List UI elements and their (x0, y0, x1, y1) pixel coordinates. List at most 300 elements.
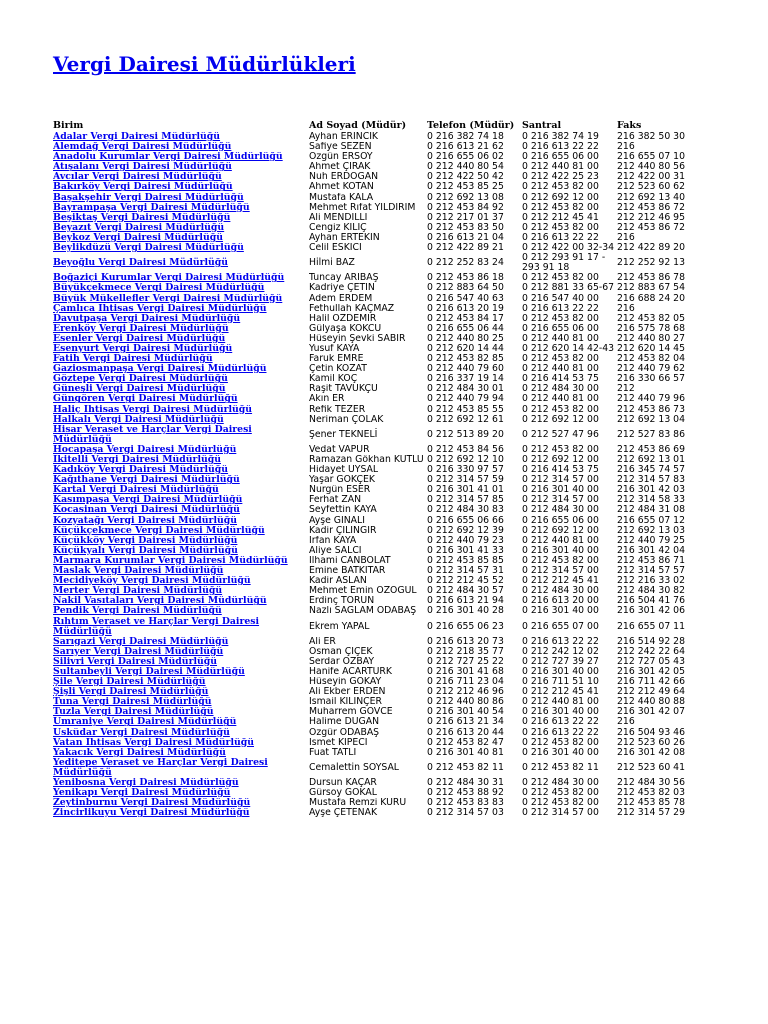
office-name-cell (53, 606, 309, 616)
fax-cell: 216 655 07 11 (617, 620, 686, 632)
director-phone-cell: 0 212 620 14 44 (427, 343, 504, 354)
director-name-cell: Ali MENDİLLİ (309, 212, 368, 223)
office-link[interactable]: Güneşli Vergi Dairesi Müdürlüğü (53, 384, 226, 395)
fax-cell: 212 440 79 25 (617, 535, 686, 546)
director-name-cell: İsmail KILINÇER (309, 697, 382, 708)
office-link[interactable]: Beyoğlu Vergi Dairesi Müdürlüğü (53, 257, 229, 269)
office-link[interactable]: Sultanbeyli Vergi Dairesi Müdürlüğü (53, 666, 245, 677)
switchboard-phone-cell: 0 212 727 39 27 (522, 656, 599, 667)
switchboard-phone-cell: 0 212 314 57 00 (522, 495, 599, 506)
office-link[interactable]: Kağıthane Vergi Dairesi Müdürlüğü (53, 475, 240, 486)
switchboard-phone-cell: 0 212 440 81 00 (522, 535, 599, 546)
table-row (53, 334, 753, 344)
table-row (53, 314, 753, 324)
director-name-cell: Mehmet Emin ÖZOĞUL (309, 586, 417, 597)
switchboard-phone-cell: 0 212 484 30 00 (522, 586, 599, 597)
director-phone-cell: 0 216 330 97 57 (427, 465, 504, 476)
table-row (53, 728, 753, 738)
director-name-cell: Serdar ÖZBAY (309, 656, 375, 667)
office-name-cell (53, 728, 309, 738)
table-row (53, 576, 753, 586)
table-row (53, 566, 753, 576)
director-phone-cell: 0 212 440 79 94 (427, 394, 504, 405)
office-name-cell (53, 556, 309, 566)
office-link[interactable]: Yakacık Vergi Dairesi Müdürlüğü (53, 747, 226, 758)
office-name-cell (53, 394, 309, 404)
fax-cell: 216 (617, 232, 635, 243)
fax-cell: 216 301 42 04 (617, 545, 686, 556)
office-name-cell (53, 283, 309, 293)
office-link[interactable]: Merter Vergi Dairesi Müdürlüğü (53, 586, 223, 597)
office-name-cell (53, 142, 309, 152)
switchboard-phone-cell: 0 216 613 22 22 (522, 232, 599, 243)
office-link[interactable]: Haliç İhtisas Vergi Dairesi Müdürlüğü (53, 404, 253, 415)
director-phone-cell: 0 212 453 83 50 (427, 222, 504, 233)
office-name-cell (53, 505, 309, 515)
table-row (53, 758, 753, 778)
director-phone-cell: 0 216 301 41 33 (427, 545, 504, 556)
office-link[interactable]: Ümraniye Vergi Dairesi Müdürlüğü (53, 717, 237, 728)
table-row (53, 556, 753, 566)
office-link[interactable]: Rıhtım Veraset ve Harçlar Vergi Dairesi Müdürlüğü (53, 616, 260, 637)
office-name-cell (53, 374, 309, 384)
office-name-cell (53, 193, 309, 203)
switchboard-phone-cell: 0 212 692 12 00 (522, 414, 599, 425)
fax-cell: 212 453 82 04 (617, 354, 686, 365)
office-link[interactable]: Pendik Vergi Dairesi Müdürlüğü (53, 606, 222, 617)
director-name-cell: İrfan KAYA (309, 535, 357, 546)
director-phone-cell: 0 212 883 64 50 (427, 283, 504, 294)
table-row (53, 213, 753, 223)
office-link[interactable]: Avcılar Vergi Dairesi Müdürlüğü (53, 172, 222, 183)
office-name-cell (53, 516, 309, 526)
table-row (53, 162, 753, 172)
fax-cell: 216 655 07 10 (617, 152, 686, 163)
office-link[interactable]: Yenikapı Vergi Dairesi Müdürlüğü (53, 788, 231, 799)
director-name-cell: Kamil KOÇ (309, 374, 358, 385)
fax-cell: 212 453 85 78 (617, 798, 686, 809)
office-name-cell (53, 364, 309, 374)
office-link[interactable]: Beyazıt Vergi Dairesi Müdürlüğü (53, 222, 225, 233)
fax-cell: 216 504 93 46 (617, 727, 686, 738)
fax-cell: 216 (617, 303, 635, 314)
director-phone-cell: 0 212 484 30 31 (427, 778, 504, 788)
director-phone-cell: 0 212 453 86 18 (427, 273, 504, 284)
office-link[interactable]: Kozyatağı Vergi Dairesi Müdürlüğü (53, 515, 238, 526)
director-name-cell: Fethullah KAÇMAZ (309, 303, 395, 314)
office-name-cell (53, 324, 309, 334)
switchboard-phone-cell: 0 216 301 40 00 (522, 485, 599, 496)
column-header-tel: Telefon (Müdür) (427, 119, 515, 131)
office-name-cell (53, 213, 309, 223)
table-row (53, 778, 753, 788)
office-link[interactable]: Sarıyer Vergi Dairesi Müdürlüğü (53, 646, 224, 657)
fax-cell: 216 575 78 68 (617, 323, 686, 334)
director-phone-cell: 0 212 453 85 55 (427, 404, 504, 415)
director-name-cell: Hilmi BAZ (309, 257, 355, 269)
office-name-cell (53, 748, 309, 758)
office-name-cell (53, 425, 309, 445)
office-name-cell (53, 415, 309, 425)
director-phone-cell: 0 216 613 20 44 (427, 727, 504, 738)
fax-cell: 212 440 80 27 (617, 333, 686, 344)
fax-cell: 212 314 57 57 (617, 566, 686, 577)
director-name-cell: Özgün ERSOY (309, 152, 373, 163)
office-link[interactable]: Atışalanı Vergi Dairesi Müdürlüğü (53, 162, 232, 173)
fax-cell: 212 727 05 43 (617, 656, 686, 667)
fax-cell: 212 527 83 86 (617, 428, 686, 440)
office-name-cell (53, 152, 309, 162)
director-phone-cell: 0 212 453 84 56 (427, 444, 504, 455)
office-name-cell (53, 778, 309, 788)
director-phone-cell: 0 216 613 21 34 (427, 717, 504, 728)
table-row (53, 788, 753, 798)
office-link[interactable]: Başakşehir Vergi Dairesi Müdürlüğü (53, 192, 244, 203)
office-name-cell (53, 566, 309, 576)
office-link[interactable]: Sarıgazi Vergi Dairesi Müdürlüğü (53, 636, 229, 647)
director-name-cell: Ferhat ZAN (309, 495, 362, 506)
table-row (53, 203, 753, 213)
fax-cell: 216 (617, 142, 635, 153)
director-phone-cell: 0 212 727 25 22 (427, 656, 504, 667)
director-phone-cell: 0 216 711 23 04 (427, 677, 504, 688)
office-link[interactable]: Güngören Vergi Dairesi Müdürlüğü (53, 394, 238, 405)
director-phone-cell: 0 216 655 06 66 (427, 515, 504, 526)
director-phone-cell: 0 212 453 82 47 (427, 737, 504, 748)
office-link[interactable]: Şişli Vergi Dairesi Müdürlüğü (53, 687, 209, 698)
office-link[interactable]: Nakil Vasıtaları Vergi Dairesi Müdürlüğü (53, 596, 267, 607)
office-name-cell (53, 617, 309, 637)
fax-cell: 212 453 86 69 (617, 444, 686, 455)
office-link[interactable]: Büyük Mükellefler Vergi Dairesi Müdürlüğü (53, 293, 283, 304)
table-row (53, 647, 753, 657)
office-link[interactable]: Zincirlikuyu Vergi Dairesi Müdürlüğü (53, 808, 250, 819)
table-row (53, 364, 753, 374)
director-name-cell: Halime DUĞAN (309, 717, 380, 728)
office-link[interactable]: Beykoz Vergi Dairesi Müdürlüğü (53, 232, 223, 243)
director-phone-cell: 0 216 655 06 44 (427, 323, 504, 334)
director-name-cell: Ekrem YAPAL (309, 620, 370, 632)
director-phone-cell: 0 212 440 80 25 (427, 333, 504, 344)
table-row (53, 294, 753, 304)
director-phone-cell: 0 216 613 20 73 (427, 636, 504, 647)
switchboard-phone-cell: 0 212 453 82 00 (522, 354, 599, 365)
office-link[interactable]: Şile Vergi Dairesi Müdürlüğü (53, 677, 206, 688)
switchboard-phone-cell: 0 216 547 40 00 (522, 293, 599, 304)
director-phone-cell: 0 216 301 40 54 (427, 707, 504, 718)
switchboard-phone-cell: 0 212 212 45 41 (522, 576, 599, 587)
table-row (53, 304, 753, 314)
office-name-cell (53, 697, 309, 707)
director-phone-cell: 0 212 252 83 24 (427, 257, 504, 269)
director-phone-cell: 0 212 453 82 11 (427, 761, 504, 773)
table-row (53, 586, 753, 596)
fax-cell: 212 484 30 56 (617, 778, 686, 788)
office-name-cell (53, 637, 309, 647)
table-row (53, 798, 753, 808)
fax-cell: 212 484 31 08 (617, 505, 686, 516)
switchboard-phone-cell: 0 216 613 22 22 (522, 727, 599, 738)
director-name-cell: Fuat TATLI (309, 747, 357, 758)
office-link[interactable]: Boğaziçi Kurumlar Vergi Dairesi Müdürlüğü (53, 273, 285, 284)
table-row (53, 344, 753, 354)
director-name-cell: Kadir ASLAN (309, 576, 367, 587)
switchboard-phone-cell: 0 212 692 12 00 (522, 455, 599, 465)
switchboard-phone-cell: 0 216 655 06 00 (522, 152, 599, 163)
table-row (53, 505, 753, 515)
fax-cell: 216 655 07 12 (617, 515, 686, 526)
director-phone-cell: 0 212 440 79 60 (427, 364, 504, 375)
switchboard-phone-cell: 0 216 301 40 00 (522, 707, 599, 718)
director-phone-cell: 0 212 484 30 57 (427, 586, 504, 597)
office-link[interactable]: Tuna Vergi Dairesi Müdürlüğü (53, 697, 212, 708)
director-phone-cell: 0 216 337 19 14 (427, 374, 504, 385)
director-phone-cell: 0 212 453 88 92 (427, 788, 504, 799)
office-link[interactable]: Mecidiyeköy Vergi Dairesi Müdürlüğü (53, 576, 251, 587)
switchboard-phone-cell: 0 212 453 82 00 (522, 444, 599, 455)
director-name-cell: Dursun KAÇAR (309, 778, 377, 788)
office-link[interactable]: Hocapaşa Vergi Dairesi Müdürlüğü (53, 444, 237, 455)
director-name-cell: Hanife ACARTÜRK (309, 666, 392, 677)
fax-cell: 212 620 14 45 (617, 343, 686, 354)
director-phone-cell: 0 212 484 30 01 (427, 384, 504, 395)
office-name-cell (53, 304, 309, 314)
office-name-cell (53, 132, 309, 142)
office-link[interactable]: Çamlıca İhtisas Vergi Dairesi Müdürlüğü (53, 303, 267, 314)
office-link[interactable]: Küçükköy Vergi Dairesi Müdürlüğü (53, 535, 238, 546)
table-row (53, 445, 753, 455)
office-name-cell (53, 314, 309, 324)
office-name-cell (53, 536, 309, 546)
office-name-cell (53, 657, 309, 667)
office-link[interactable]: Erenköy Vergi Dairesi Müdürlüğü (53, 323, 229, 334)
director-phone-cell: 0 216 301 40 81 (427, 747, 504, 758)
table-row (53, 667, 753, 677)
office-name-cell (53, 576, 309, 586)
director-name-cell: Ayhan ERİNCİK (309, 132, 379, 142)
office-link[interactable]: Yenibosna Vergi Dairesi Müdürlüğü (53, 778, 239, 788)
office-link[interactable]: Kocasinan Vergi Dairesi Müdürlüğü (53, 505, 240, 516)
director-name-cell: Ahmet KOTAN (309, 182, 374, 193)
table-row (53, 324, 753, 334)
office-name-cell (53, 667, 309, 677)
office-link[interactable]: Yeditepe Veraset ve Harçlar Vergi Dairesi Müdürlüğü (53, 757, 268, 778)
office-link[interactable]: Beşiktaş Vergi Dairesi Müdürlüğü (53, 212, 231, 223)
switchboard-phone-cell: 0 212 422 25 23 (522, 172, 599, 183)
director-name-cell: Hüseyin GÖKAY (309, 677, 382, 688)
office-name-cell (53, 465, 309, 475)
switchboard-phone-cell: 0 212 212 45 41 (522, 212, 599, 223)
table-row (53, 748, 753, 758)
director-name-cell: Ayhan ERTEKİN (309, 232, 380, 243)
switchboard-phone-cell: 0 212 242 12 02 (522, 646, 599, 657)
switchboard-phone-cell: 0 212 314 57 00 (522, 808, 599, 819)
fax-cell: 212 453 82 05 (617, 313, 686, 324)
office-name-cell (53, 485, 309, 495)
switchboard-phone-cell: 0 212 453 82 00 (522, 313, 599, 324)
director-name-cell: Gülyaşa KÖKCÜ (309, 323, 382, 334)
director-phone-cell: 0 212 453 84 17 (427, 313, 504, 324)
office-link[interactable]: Zeytinburnu Vergi Dairesi Müdürlüğü (53, 798, 251, 809)
director-name-cell: İsmet KİPECİ (309, 737, 368, 748)
fax-cell: 212 440 79 62 (617, 364, 686, 375)
switchboard-phone-cell: 0 212 527 47 96 (522, 428, 599, 440)
table-row (53, 475, 753, 485)
director-name-cell: Erdinç TORUN (309, 596, 375, 607)
office-link[interactable]: Alemdağ Vergi Dairesi Müdürlüğü (53, 142, 232, 153)
fax-cell: 212 523 60 26 (617, 737, 686, 748)
table-row (53, 152, 753, 162)
table-header-row (53, 120, 753, 132)
office-link[interactable]: Tuzla Vergi Dairesi Müdürlüğü (53, 707, 214, 718)
office-name-cell (53, 677, 309, 687)
office-link[interactable]: Fatih Vergi Dairesi Müdürlüğü (53, 354, 213, 365)
page-title[interactable]: Vergi Dairesi Müdürlükleri (53, 52, 356, 76)
table-body (53, 132, 753, 818)
table-row (53, 495, 753, 505)
office-name-cell (53, 233, 309, 243)
column-header-person: Ad Soyad (Müdür) (309, 119, 407, 131)
office-link[interactable]: Üsküdar Vergi Dairesi Müdürlüğü (53, 727, 230, 738)
director-name-cell: Seyfettin KAYA (309, 505, 377, 516)
switchboard-phone-cell: 0 212 293 91 17 - 293 91 18 (522, 253, 606, 274)
director-name-cell: Vedat VAPUR (309, 444, 370, 455)
table-row (53, 233, 753, 243)
fax-cell: 212 453 82 03 (617, 788, 686, 799)
office-link[interactable]: Anadolu Kurumlar Vergi Dairesi Müdürlüğü (53, 152, 283, 163)
office-link[interactable]: Büyükçekmece Vergi Dairesi Müdürlüğü (53, 283, 265, 294)
office-link[interactable]: Bakırköy Vergi Dairesi Müdürlüğü (53, 182, 233, 193)
office-link[interactable]: Esenler Vergi Dairesi Müdürlüğü (53, 333, 226, 344)
switchboard-phone-cell: 0 216 414 53 75 (522, 374, 599, 385)
switchboard-phone-cell: 0 216 613 20 00 (522, 596, 599, 607)
table-row (53, 223, 753, 233)
switchboard-phone-cell: 0 212 314 57 00 (522, 566, 599, 577)
table-row (53, 182, 753, 192)
office-name-cell (53, 526, 309, 536)
director-phone-cell: 0 212 692 12 61 (427, 414, 504, 425)
office-link[interactable]: Kasımpaşa Vergi Dairesi Müdürlüğü (53, 495, 243, 506)
director-name-cell: Kadir ÇİLİNGİR (309, 525, 377, 536)
director-name-cell: Ahmet ÇIRAK (309, 162, 371, 173)
office-name-cell (53, 344, 309, 354)
director-phone-cell: 0 212 453 82 85 (427, 354, 504, 365)
office-name-cell (53, 788, 309, 798)
office-name-cell (53, 738, 309, 748)
office-link[interactable]: İkitelli Vergi Dairesi Müdürlüğü (53, 455, 221, 465)
director-phone-cell: 0 212 453 85 25 (427, 182, 504, 193)
fax-cell: 212 440 79 96 (617, 394, 686, 405)
office-link[interactable]: Silivri Vergi Dairesi Müdürlüğü (53, 656, 218, 667)
switchboard-phone-cell: 0 212 692 12 00 (522, 192, 599, 203)
office-link[interactable]: Vatan İhtisas Vergi Dairesi Müdürlüğü (53, 737, 254, 748)
director-name-cell: Hüseyin Şevki SABIR (309, 333, 406, 344)
office-link[interactable]: Davutpaşa Vergi Dairesi Müdürlüğü (53, 313, 241, 324)
director-name-cell: Safiye SEZEN (309, 142, 372, 153)
switchboard-phone-cell: 0 212 453 82 00 (522, 737, 599, 748)
director-name-cell: Nazlı SAĞLAM ODABAŞ (309, 606, 417, 617)
table-row (53, 738, 753, 748)
table-row (53, 394, 753, 404)
switchboard-phone-cell: 0 212 620 14 42-43 (522, 343, 615, 354)
table-row (53, 132, 753, 142)
table-row (53, 596, 753, 606)
office-link[interactable]: Adalar Vergi Dairesi Müdürlüğü (53, 132, 221, 142)
column-header-santral: Santral (522, 119, 562, 131)
office-name-cell (53, 596, 309, 606)
office-name-cell (53, 294, 309, 304)
office-link[interactable]: Küçükyalı Vergi Dairesi Müdürlüğü (53, 545, 238, 556)
fax-cell: 212 523 60 41 (617, 761, 686, 773)
director-name-cell: Ayşe ÇETENAK (309, 808, 378, 819)
director-name-cell: Kadriye ÇETİN (309, 283, 375, 294)
director-phone-cell: 0 216 301 41 68 (427, 666, 504, 677)
fax-cell: 212 692 13 04 (617, 414, 686, 425)
office-name-cell (53, 182, 309, 192)
office-link[interactable]: Marmara Kurumlar Vergi Dairesi Müdürlüğü (53, 555, 288, 566)
fax-cell: 212 692 13 01 (617, 455, 686, 465)
switchboard-phone-cell: 0 212 453 82 00 (522, 202, 599, 213)
director-name-cell: Cengiz KILIÇ (309, 222, 367, 233)
table-row (53, 142, 753, 152)
switchboard-phone-cell: 0 216 613 22 22 (522, 636, 599, 647)
switchboard-phone-cell: 0 216 382 74 19 (522, 132, 599, 142)
fax-cell: 212 212 49 64 (617, 687, 686, 698)
office-link[interactable]: Göztepe Vergi Dairesi Müdürlüğü (53, 374, 228, 385)
fax-cell: 212 216 33 02 (617, 576, 686, 587)
director-phone-cell: 0 216 613 21 62 (427, 142, 504, 153)
office-link[interactable]: Kartal Vergi Dairesi Müdürlüğü (53, 485, 219, 496)
office-link[interactable]: Gaziosmanpaşa Vergi Dairesi Müdürlüğü (53, 364, 267, 375)
fax-cell: 216 301 42 08 (617, 747, 686, 758)
office-link[interactable]: Beylikdüzü Vergi Dairesi Müdürlüğü (53, 243, 244, 254)
office-name-cell (53, 586, 309, 596)
fax-cell: 216 301 42 06 (617, 606, 686, 617)
director-phone-cell: 0 212 513 89 20 (427, 428, 504, 440)
director-name-cell: Gürsoy GÖKAL (309, 788, 377, 799)
director-name-cell: Cemalettin SOYSAL (309, 761, 399, 773)
table-row (53, 717, 753, 727)
office-link[interactable]: Kadıköy Vergi Dairesi Müdürlüğü (53, 465, 229, 476)
switchboard-phone-cell: 0 212 484 30 00 (522, 505, 599, 516)
office-name-cell (53, 273, 309, 283)
switchboard-phone-cell: 0 216 655 06 00 (522, 323, 599, 334)
director-phone-cell: 0 212 212 45 52 (427, 576, 504, 587)
office-name-cell (53, 253, 309, 273)
office-link[interactable]: Bayrampaşa Vergi Dairesi Müdürlüğü (53, 202, 250, 213)
fax-cell: 212 453 86 78 (617, 273, 686, 284)
table-row (53, 172, 753, 182)
office-link[interactable]: Hisar Veraset ve Harçlar Vergi Dairesi Müdürlüğü (53, 424, 252, 445)
director-name-cell: Özgür ODABAŞ (309, 727, 380, 738)
fax-cell: 216 301 42 07 (617, 707, 686, 718)
fax-cell: 216 504 41 76 (617, 596, 686, 607)
switchboard-phone-cell: 0 212 212 45 41 (522, 687, 599, 698)
table-row (53, 243, 753, 253)
director-name-cell: Ali ER (309, 636, 336, 647)
office-link[interactable]: Maslak Vergi Dairesi Müdürlüğü (53, 566, 224, 577)
director-name-cell: Muharrem GÖVCE (309, 707, 393, 718)
table-row (53, 697, 753, 707)
director-phone-cell: 0 212 453 85 85 (427, 555, 504, 566)
director-name-cell: İlhami CANBOLAT (309, 555, 391, 566)
office-name-cell (53, 203, 309, 213)
office-link[interactable]: Küçükçekmece Vergi Dairesi Müdürlüğü (53, 525, 265, 536)
switchboard-phone-cell: 0 212 422 00 32-34 (522, 243, 615, 254)
director-name-cell: Mehmet Rıfat YILDIRIM (309, 202, 416, 213)
office-link[interactable]: Esenyurt Vergi Dairesi Müdürlüğü (53, 343, 233, 354)
office-link[interactable]: Halkalı Vergi Dairesi Müdürlüğü (53, 414, 224, 425)
